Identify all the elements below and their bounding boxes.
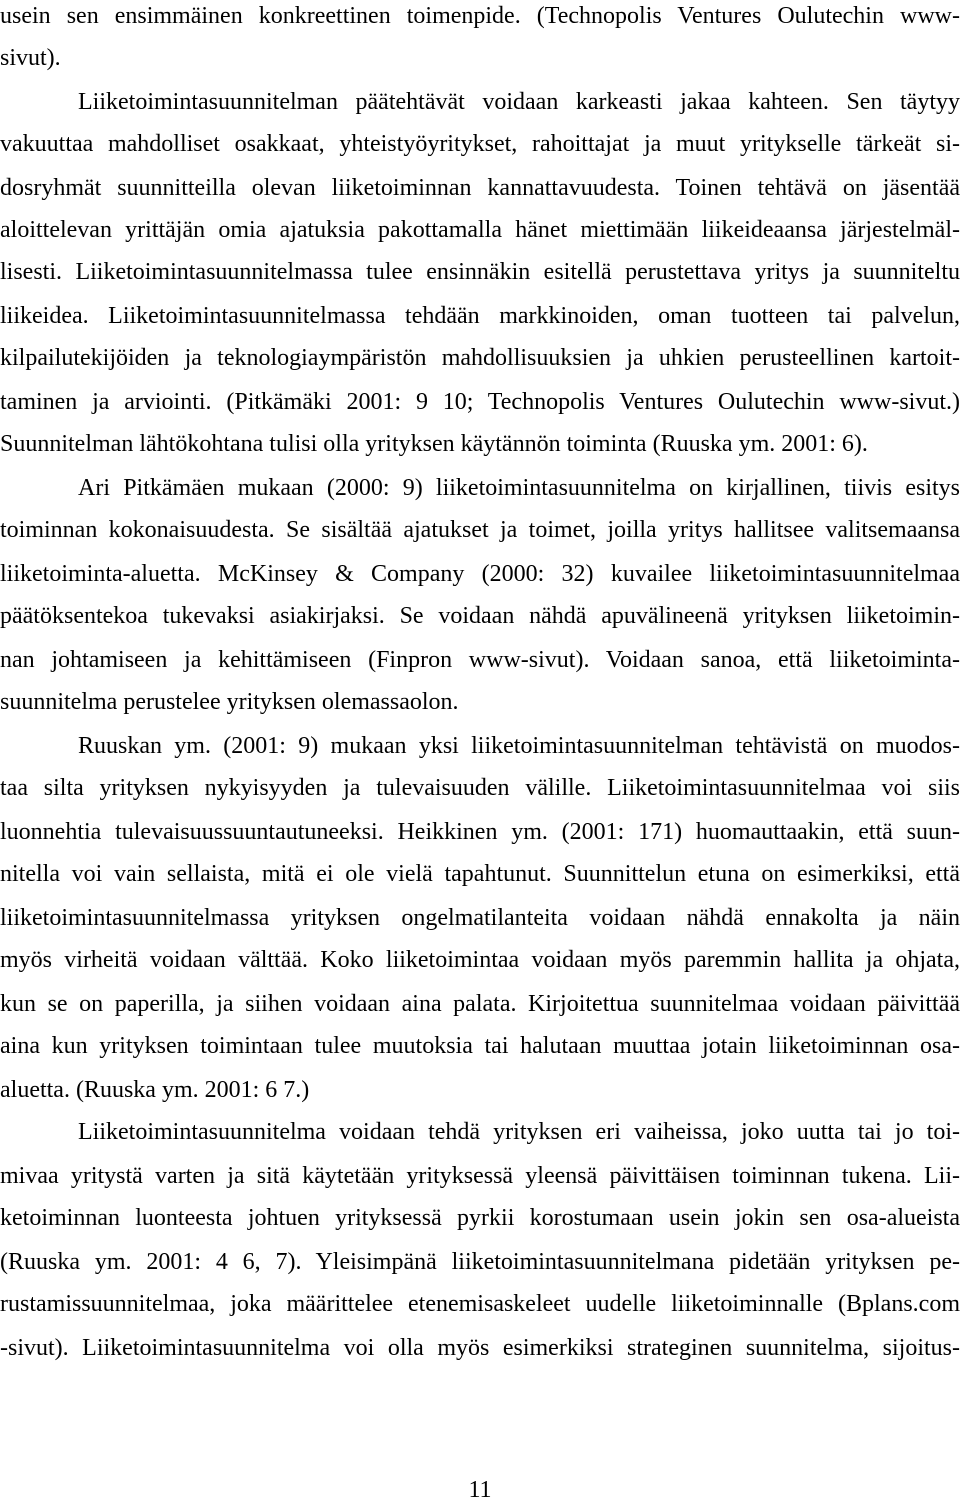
text-line: kun se on paperilla, ja siihen voidaan aina palata. Kirjoitettua suunnitelmaa voidaan päivittää <box>0 991 960 1017</box>
text-line: aluetta. (Ruuska ym. 2001: 6 7.) <box>0 1077 310 1103</box>
text-line: suunnitelma perustelee yrityksen olemassaolon. <box>0 689 459 715</box>
text-line: usein sen ensimmäinen konkreettinen toimenpide. (Technopolis Ventures Oulutechin www- <box>0 3 960 29</box>
text-line: kilpailutekijöiden ja teknologiaympäristön mahdollisuuksien ja uhkien perusteellinen kartoit- <box>0 345 960 371</box>
text-line: Liiketoimintasuunnitelman päätehtävät voidaan karkeasti jakaa kahteen. Sen täytyy <box>78 89 960 115</box>
text-line: toiminnan kokonaisuudesta. Se sisältää ajatukset ja toimet, joilla yritys hallitsee valitsemaansa <box>0 517 960 543</box>
text-line: mivaa yritystä varten ja sitä käytetään yrityksessä yleensä päivittäisen toiminnan tukena. Lii- <box>0 1163 960 1189</box>
text-line: taa silta yrityksen nykyisyyden ja tulevaisuuden välille. Liiketoimintasuunnitelmaa voi siis <box>0 775 960 801</box>
text-line: rustamissuunnitelmaa, joka määrittelee etenemisaskeleet uudelle liiketoiminnalle (Bplans.com <box>0 1291 960 1317</box>
text-line: myös virheitä voidaan välttää. Koko liiketoimintaa voidaan myös paremmin hallita ja ohjata, <box>0 947 960 973</box>
text-line: -sivut). Liiketoimintasuunnitelma voi olla myös esimerkiksi strateginen suunnitelma, sijoitus- <box>0 1335 960 1361</box>
text-line: dosryhmät suunnitteilla olevan liiketoiminnan kannattavuudesta. Toinen tehtävä on jäsentää <box>0 175 960 201</box>
text-line: liiketoiminta-aluetta. McKinsey & Company (2000: 32) kuvailee liiketoimintasuunnitelmaa <box>0 561 960 587</box>
text-line: lisesti. Liiketoimintasuunnitelmassa tulee ensinnäkin esitellä perustettava yritys ja suunniteltu <box>0 259 960 285</box>
text-line: taminen ja arviointi. (Pitkämäki 2001: 9 10; Technopolis Ventures Oulutechin www-sivut.) <box>0 389 960 415</box>
text-line: ketoiminnan luonteesta johtuen yrityksessä pyrkii korostumaan usein jokin sen osa-alueista <box>0 1205 960 1231</box>
text-line: Liiketoimintasuunnitelma voidaan tehdä yrityksen eri vaiheissa, joko uutta tai jo toi- <box>78 1119 960 1145</box>
text-line: Ruuskan ym. (2001: 9) mukaan yksi liiketoimintasuunnitelman tehtävistä on muodos- <box>78 733 960 759</box>
text-line: Ari Pitkämäen mukaan (2000: 9) liiketoimintasuunnitelma on kirjallinen, tiivis esitys <box>78 475 960 501</box>
text-line: luonnehtia tulevaisuussuuntautuneeksi. Heikkinen ym. (2001: 171) huomauttaakin, että suun- <box>0 819 960 845</box>
text-line: aina kun yrityksen toimintaan tulee muutoksia tai halutaan muuttaa jotain liiketoiminnan osa- <box>0 1033 960 1059</box>
text-line: liikeidea. Liiketoimintasuunnitelmassa tehdään markkinoiden, oman tuotteen tai palvelun, <box>0 303 960 329</box>
text-line: sivut). <box>0 45 61 71</box>
text-line: vakuuttaa mahdolliset osakkaat, yhteistyöyritykset, rahoittajat ja muut yritykselle tärkeät si- <box>0 131 960 157</box>
text-line: päätöksentekoa tukevaksi asiakirjaksi. Se voidaan nähdä apuvälineenä yrityksen liiketoimin- <box>0 603 960 629</box>
text-line: liiketoimintasuunnitelmassa yrityksen ongelmatilanteita voidaan nähdä ennakolta ja näin <box>0 905 960 931</box>
text-line: nan johtamiseen ja kehittämiseen (Finpron www-sivut). Voidaan sanoa, että liiketoiminta- <box>0 647 960 673</box>
page-number: 11 <box>468 1477 492 1503</box>
text-line: Suunnitelman lähtökohtana tulisi olla yrityksen käytännön toiminta (Ruuska ym. 2001: 6). <box>0 431 868 457</box>
text-line: (Ruuska ym. 2001: 4 6, 7). Yleisimpänä liiketoimintasuunnitelmana pidetään yrityksen pe- <box>0 1249 960 1275</box>
text-line: nitella voi vain sellaista, mitä ei ole vielä tapahtunut. Suunnittelun etuna on esimerkiksi, että <box>0 861 960 887</box>
text-line: aloittelevan yrittäjän omia ajatuksia pakottamalla hänet miettimään liikeideaansa järjestelmäl- <box>0 217 960 243</box>
